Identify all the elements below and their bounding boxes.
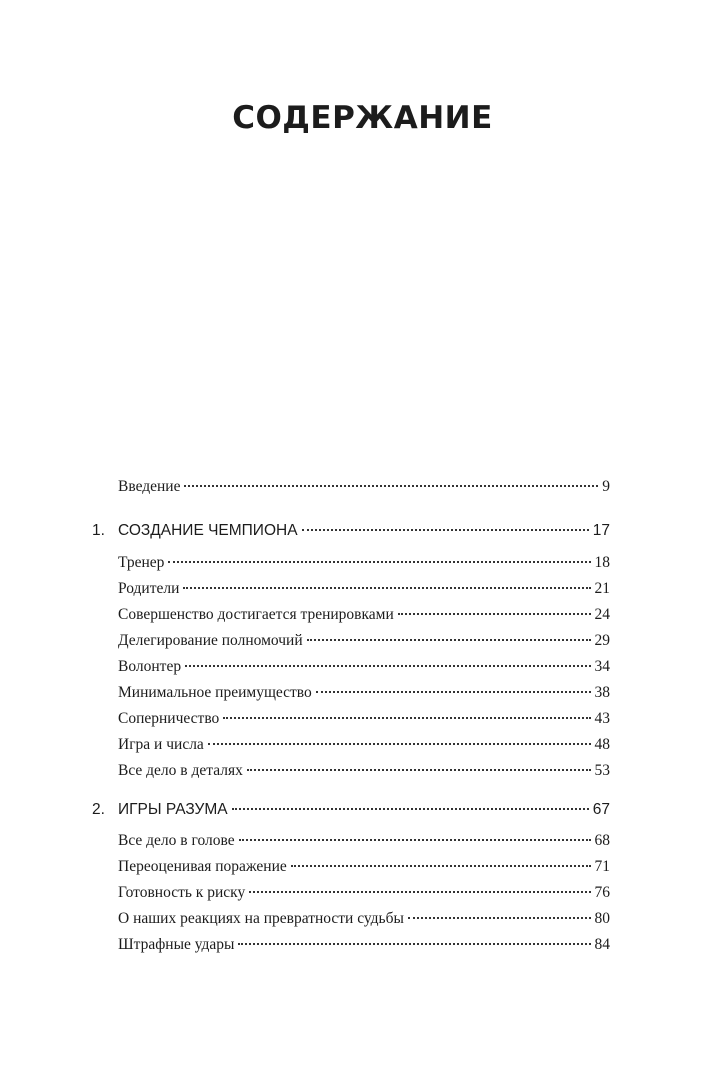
toc-page-number: 18: [594, 554, 610, 571]
toc-page-number: 38: [594, 684, 610, 701]
toc-entry-label: Минимальное преимущество: [118, 684, 312, 701]
toc-page-number: 53: [594, 762, 610, 779]
toc-entry-label: Совершенство достигается тренировками: [118, 606, 394, 623]
toc-entry-label: Штрафные удары: [118, 936, 235, 953]
toc-entry[interactable]: [118, 654, 610, 680]
dot-leader: [398, 613, 591, 615]
toc-entry-label: Игра и числа: [118, 736, 204, 753]
toc-page-number: 68: [594, 832, 610, 849]
dot-leader: [249, 891, 590, 893]
toc-page-number: 9: [602, 478, 610, 495]
toc-entry[interactable]: [118, 550, 610, 576]
toc-chapter-2[interactable]: [92, 797, 610, 823]
chapter-title: ИГРЫ РАЗУМА: [118, 801, 228, 818]
dot-leader: [185, 665, 590, 667]
toc-page-number: 29: [594, 632, 610, 649]
toc-entry-label: Делегирование полномочий: [118, 632, 303, 649]
toc-page-number: 84: [594, 936, 610, 953]
toc-chapter-1[interactable]: [92, 518, 610, 544]
dot-leader: [302, 529, 589, 531]
toc-page-number: 24: [594, 606, 610, 623]
toc-entry-label: Тренер: [118, 554, 165, 571]
toc-entry[interactable]: [118, 880, 610, 906]
dot-leader: [239, 839, 591, 841]
dot-leader: [238, 943, 590, 945]
toc-entry[interactable]: [118, 828, 610, 854]
toc-entry-label: Введение: [118, 478, 181, 495]
dot-leader: [223, 717, 590, 719]
toc-page-number: 67: [592, 801, 610, 818]
toc-page-number: 76: [594, 884, 610, 901]
toc-entry[interactable]: [118, 906, 610, 932]
toc-page-number: 34: [594, 658, 610, 675]
dot-leader: [307, 639, 591, 641]
toc-page-number: 43: [594, 710, 610, 727]
toc-page-number: 48: [594, 736, 610, 753]
toc-entry[interactable]: [118, 628, 610, 654]
toc-entry-label: Все дело в деталях: [118, 762, 243, 779]
toc-entry[interactable]: [118, 576, 610, 602]
toc-entry-label: Соперничество: [118, 710, 220, 727]
dot-leader: [316, 691, 591, 693]
dot-leader: [291, 865, 591, 867]
chapter-title: СОЗДАНИЕ ЧЕМПИОНА: [118, 522, 298, 539]
toc-page-number: 17: [592, 522, 610, 539]
toc-entry[interactable]: [118, 854, 610, 880]
toc-entry-label: Родители: [118, 580, 180, 597]
chapter-number: 2.: [92, 801, 105, 818]
toc-entry-label: Готовность к риску: [118, 884, 246, 901]
dot-leader: [183, 587, 590, 589]
toc-entry-label: О наших реакциях на превратности судьбы: [118, 910, 404, 927]
toc-entry[interactable]: [118, 732, 610, 758]
dot-leader: [168, 561, 590, 563]
toc-entry[interactable]: [118, 932, 610, 958]
dot-leader: [208, 743, 591, 745]
toc-page-number: 80: [594, 910, 610, 927]
toc-entry[interactable]: [118, 758, 610, 784]
dot-leader: [247, 769, 591, 771]
dot-leader: [232, 808, 589, 810]
dot-leader: [408, 917, 591, 919]
toc-page-number: 71: [594, 858, 610, 875]
toc-entry-label: Все дело в голове: [118, 832, 235, 849]
chapter-number: 1.: [92, 522, 105, 539]
toc-entry[interactable]: [118, 602, 610, 628]
toc-entry-label: Переоценивая поражение: [118, 858, 287, 875]
toc-page-number: 21: [594, 580, 610, 597]
toc-entry-label: Волонтер: [118, 658, 182, 675]
toc-entry[interactable]: [118, 706, 610, 732]
toc-entry[interactable]: [118, 680, 610, 706]
page-title: СОДЕРЖАНИЕ: [232, 100, 493, 136]
dot-leader: [184, 485, 598, 487]
toc-entry-intro[interactable]: [118, 474, 610, 500]
